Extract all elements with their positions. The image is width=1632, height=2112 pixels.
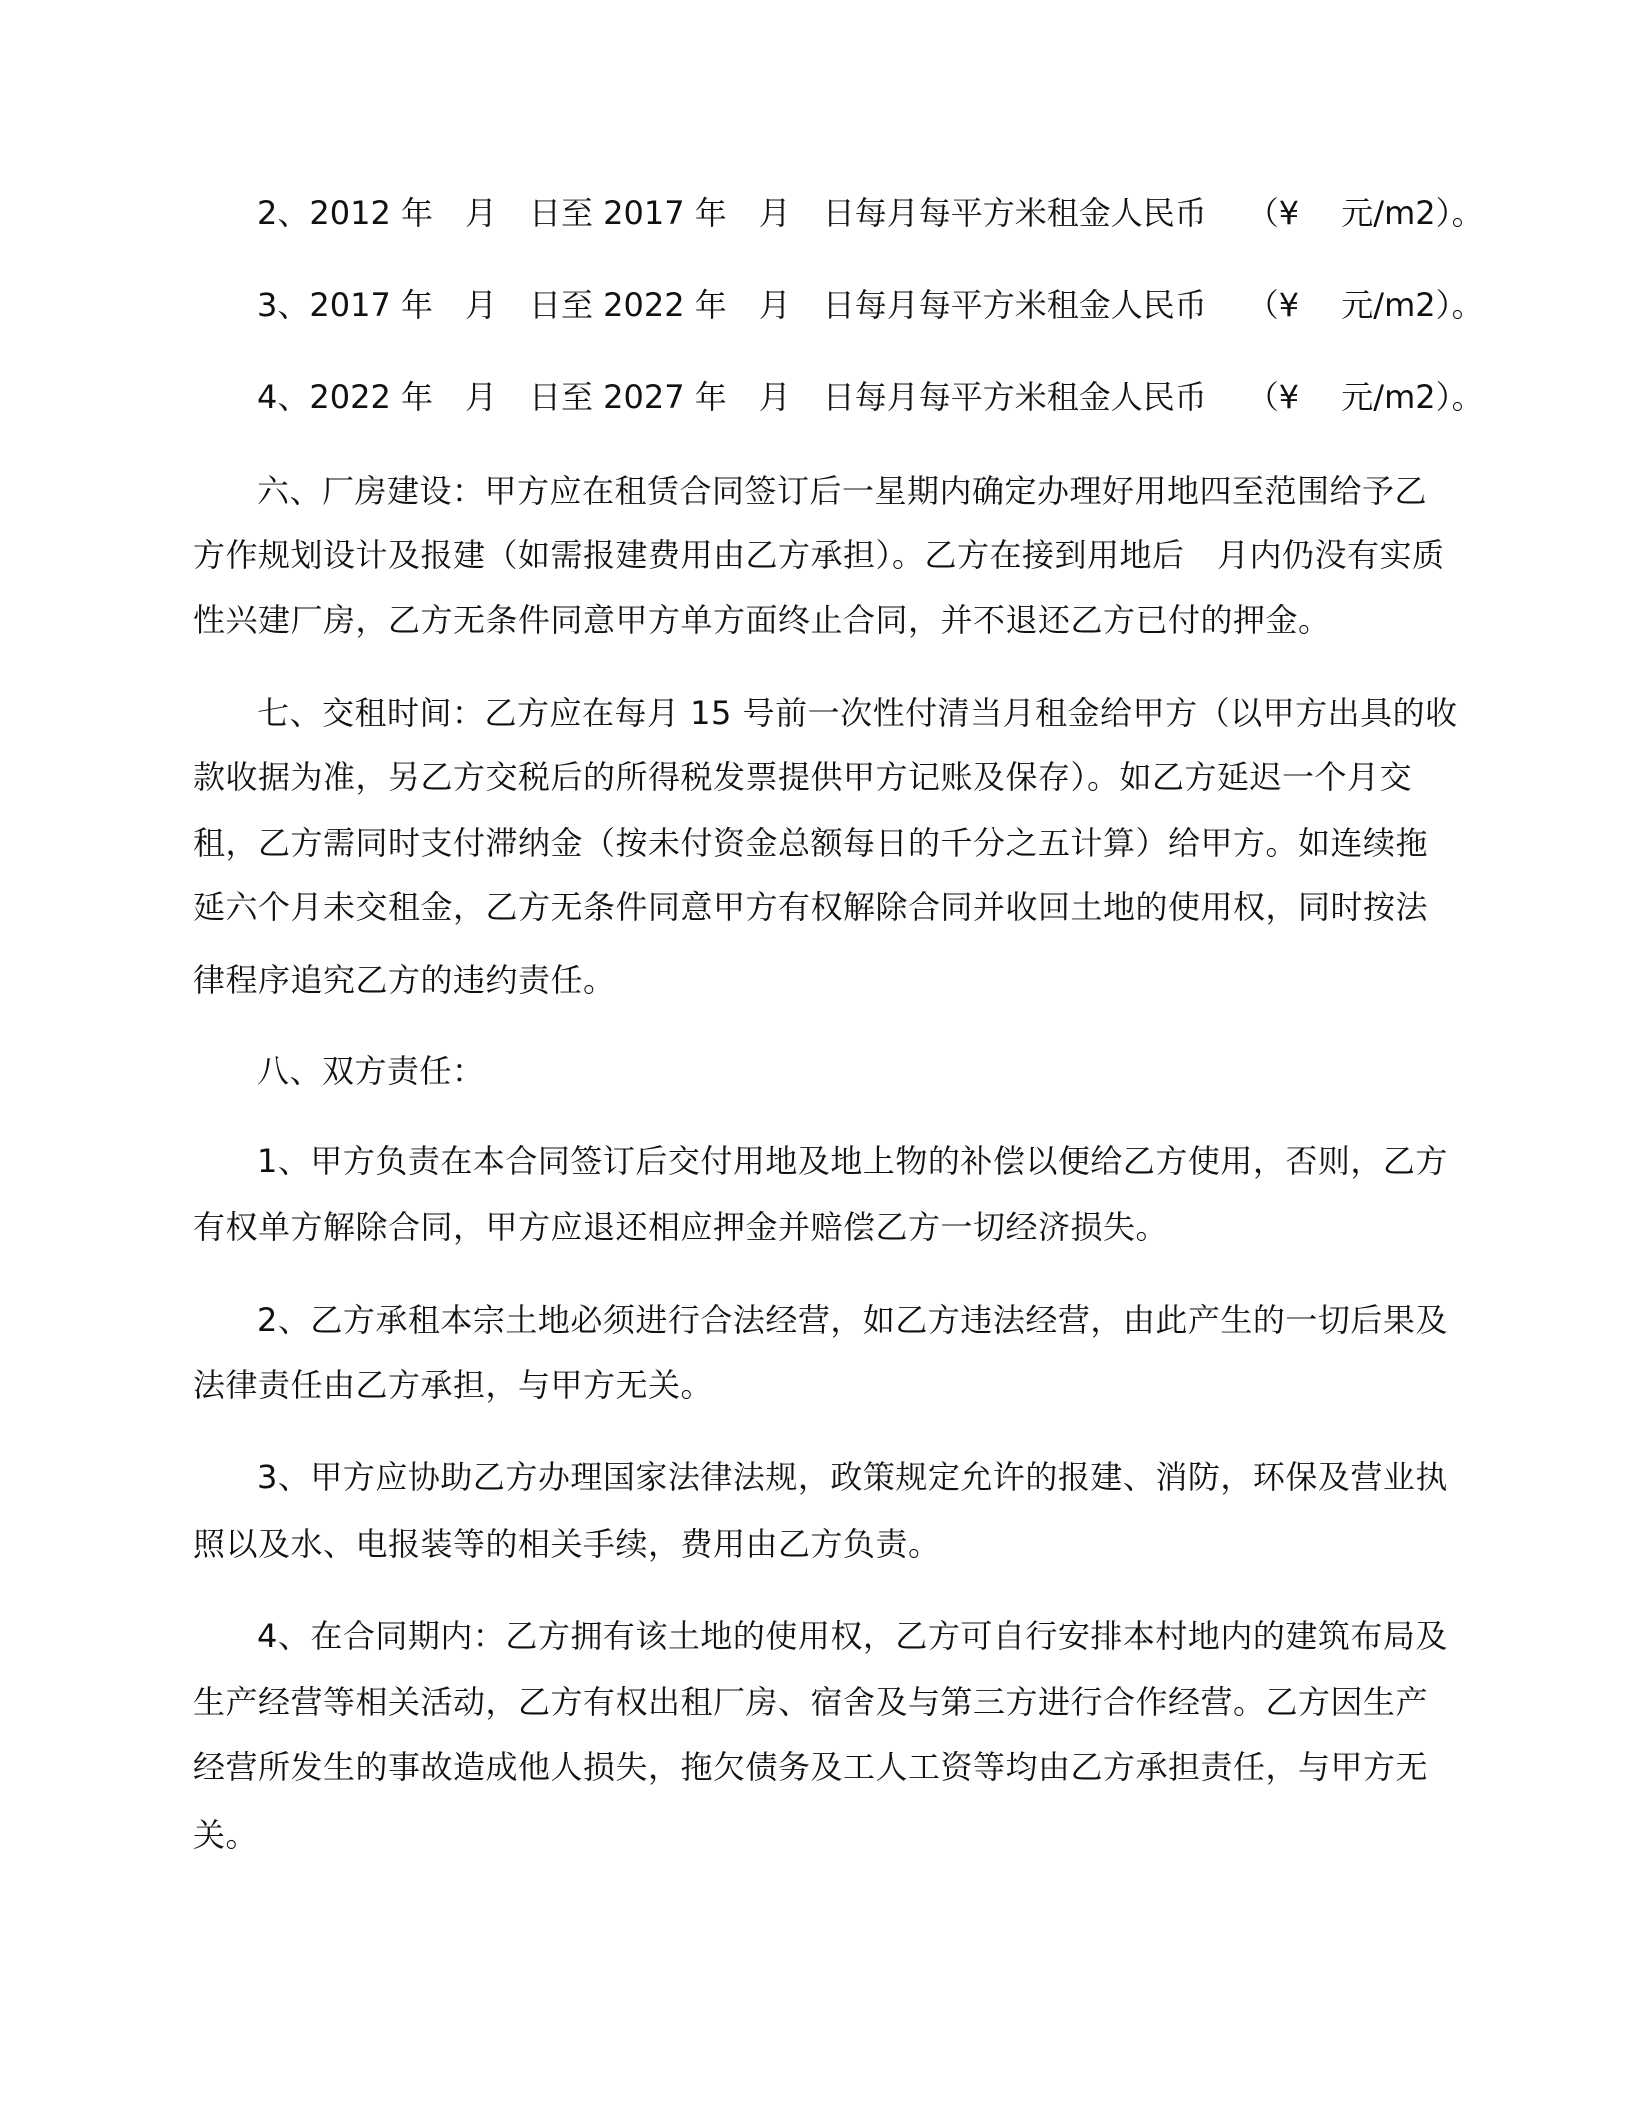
rent-row — [257, 377, 1482, 417]
paragraph-line: 经营所发生的事故造成他人损失，拖欠债务及工人工资等均由乙方承担责任，与甲方无 — [193, 1748, 1429, 1786]
rent-row-unit: （¥ 元/m2）。 — [1246, 286, 1484, 324]
rent-row — [257, 193, 1482, 233]
paragraph-line: 方作规划设计及报建（如需报建费用由乙方承担）。乙方在接到用地后 月内仍没有实质 — [193, 536, 1445, 574]
paragraph-line: 法律责任由乙方承担，与甲方无关。 — [193, 1366, 714, 1404]
rent-row-unit: （¥ 元/m2）。 — [1246, 194, 1484, 232]
paragraph-line: 关。 — [193, 1816, 259, 1854]
paragraph-line: 六、厂房建设：甲方应在租赁合同签订后一星期内确定办理好用地四至范围给予乙 — [257, 472, 1428, 510]
rent-row-text: 3、2017 年 月 日至 2022 年 月 日每月每平方米租金人民币 — [257, 286, 1207, 324]
paragraph-line: 4、在合同期内：乙方拥有该土地的使用权，乙方可自行安排本村地内的建筑布局及 — [257, 1617, 1448, 1655]
paragraph-line: 七、交租时间：乙方应在每月 15 号前一次性付清当月租金给甲方（以甲方出具的收 — [257, 694, 1458, 732]
paragraph-line: 律程序追究乙方的违约责任。 — [193, 961, 616, 999]
paragraph-line: 租，乙方需同时支付滞纳金（按未付资金总额每日的千分之五计算）给甲方。如连续拖 — [193, 824, 1429, 862]
paragraph-line: 2、乙方承租本宗土地必须进行合法经营，如乙方违法经营，由此产生的一切后果及 — [257, 1301, 1448, 1339]
rent-row-text: 4、2022 年 月 日至 2027 年 月 日每月每平方米租金人民币 — [257, 378, 1207, 416]
paragraph-line: 有权单方解除合同，甲方应退还相应押金并赔偿乙方一切经济损失。 — [193, 1208, 1169, 1246]
paragraph-line: 性兴建厂房，乙方无条件同意甲方单方面终止合同，并不退还乙方已付的押金。 — [193, 601, 1331, 639]
rent-row — [257, 285, 1482, 325]
rent-row-unit: （¥ 元/m2）。 — [1246, 378, 1484, 416]
paragraph-line: 3、甲方应协助乙方办理国家法律法规，政策规定允许的报建、消防，环保及营业执 — [257, 1458, 1448, 1496]
paragraph-line: 生产经营等相关活动，乙方有权出租厂房、宿舍及与第三方进行合作经营。乙方因生产 — [193, 1683, 1429, 1721]
section-heading: 八、双方责任： — [257, 1052, 485, 1090]
paragraph-line: 延六个月未交租金，乙方无条件同意甲方有权解除合同并收回土地的使用权，同时按法 — [193, 888, 1429, 926]
paragraph-line: 款收据为准，另乙方交税后的所得税发票提供甲方记账及保存）。如乙方延迟一个月交 — [193, 758, 1413, 796]
paragraph-line: 1、甲方负责在本合同签订后交付用地及地上物的补偿以便给乙方使用，否则，乙方 — [257, 1142, 1448, 1180]
paragraph-line: 照以及水、电报装等的相关手续，费用由乙方负责。 — [193, 1525, 941, 1563]
rent-row-text: 2、2012 年 月 日至 2017 年 月 日每月每平方米租金人民币 — [257, 194, 1207, 232]
